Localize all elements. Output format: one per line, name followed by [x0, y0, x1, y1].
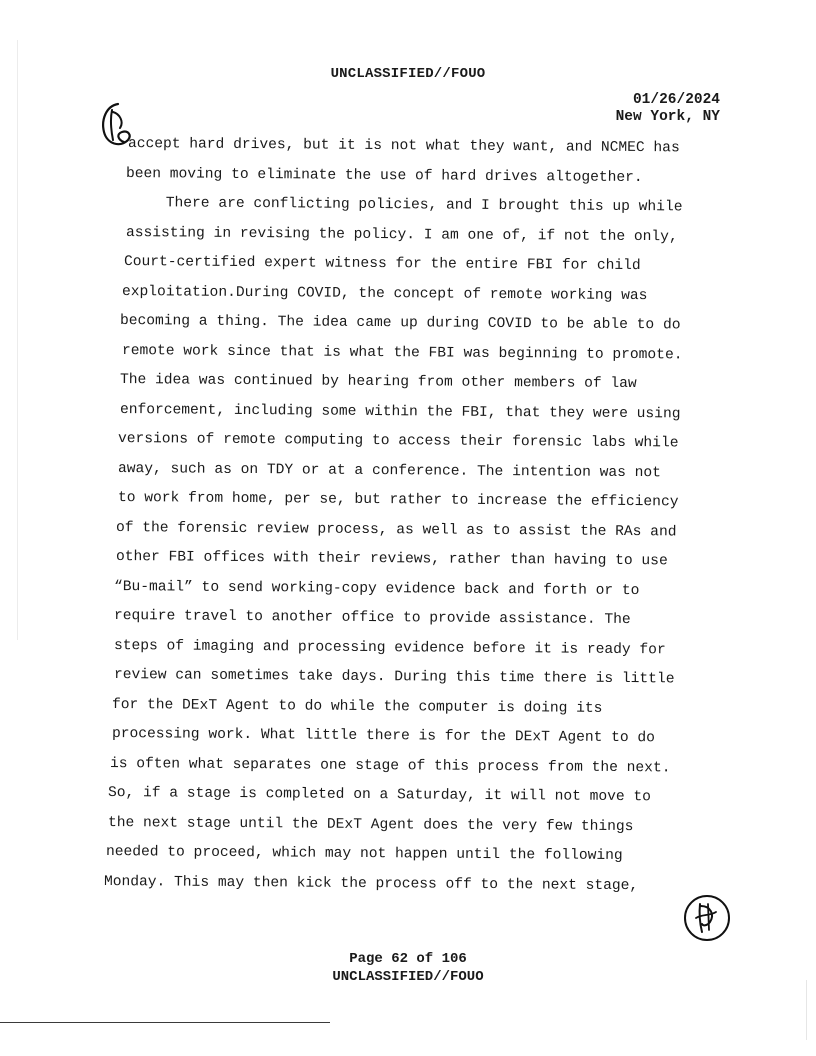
body-line: processing work. What little there is for the DExT Agent to do: [111, 726, 656, 747]
body-line: the next stage until the DExT Agent does the very few things: [107, 814, 634, 835]
handwritten-initials-circled: [682, 892, 732, 944]
page-footer: [0, 950, 816, 986]
body-line: is often what separates one stage of this process from the next.: [109, 755, 671, 776]
body-line: steps of imaging and processing evidence before it is ready for: [113, 637, 666, 658]
body-line: enforcement, including some within the FBI, that they were using: [119, 401, 681, 422]
body-line: of the forensic review process, as well as to assist the RAs and: [115, 519, 677, 540]
header-meta: [616, 92, 720, 126]
body-line: for the DExT Agent to do while the computer is doing its: [111, 696, 603, 717]
body-line: require travel to another office to provide assistance. The: [113, 608, 631, 629]
body-line: remote work since that is what the FBI was beginning to promote.: [121, 342, 683, 363]
document-location: New York, NY: [615, 109, 720, 125]
body-line: becoming a thing. The idea came up during COVID to be able to do: [119, 313, 681, 334]
page-number: Page 62 of 106: [349, 951, 467, 967]
body-line: to work from home, per se, but rather to increase the efficiency: [117, 490, 679, 511]
body-line: review can sometimes take days. During this time there is little: [113, 667, 675, 688]
body-line: Monday. This may then kick the process off to the next stage,: [103, 873, 639, 894]
body-line: exploitation.During COVID, the concept of remote working was: [121, 283, 648, 304]
body-line: been moving to eliminate the use of hard drives altogether.: [125, 165, 643, 186]
body-line: needed to proceed, which may not happen until the following: [105, 844, 623, 865]
body-line: So, if a stage is completed on a Saturday, it will not move to: [107, 785, 652, 806]
body-text: [0, 130, 816, 897]
body-line: “Bu-mail” to send working-copy evidence back and forth or to: [113, 578, 640, 599]
header-classification: UNCLASSIFIED//FOUO: [330, 66, 486, 82]
footer-classification: UNCLASSIFIED//FOUO: [332, 969, 484, 985]
body-line: There are conflicting policies, and I brought this up while: [121, 195, 683, 216]
body-line: assisting in revising the policy. I am one of, if not the only,: [125, 224, 678, 245]
body-line: away, such as on TDY or at a conference. The intention was not: [117, 460, 662, 481]
body-line: Court-certified expert witness for the entire FBI for child: [123, 254, 641, 275]
body-line: The idea was continued by hearing from other members of law: [119, 372, 637, 393]
body-line: other FBI offices with their reviews, rather than having to use: [115, 549, 668, 570]
bottom-rule: [0, 1022, 330, 1023]
body-line: accept hard drives, but it is not what they want, and NCMEC has: [127, 136, 680, 157]
document-date: 01/26/2024: [632, 92, 720, 108]
body-line: versions of remote computing to access their forensic labs while: [117, 431, 679, 452]
scan-margin-artifact-right: [806, 980, 807, 1040]
